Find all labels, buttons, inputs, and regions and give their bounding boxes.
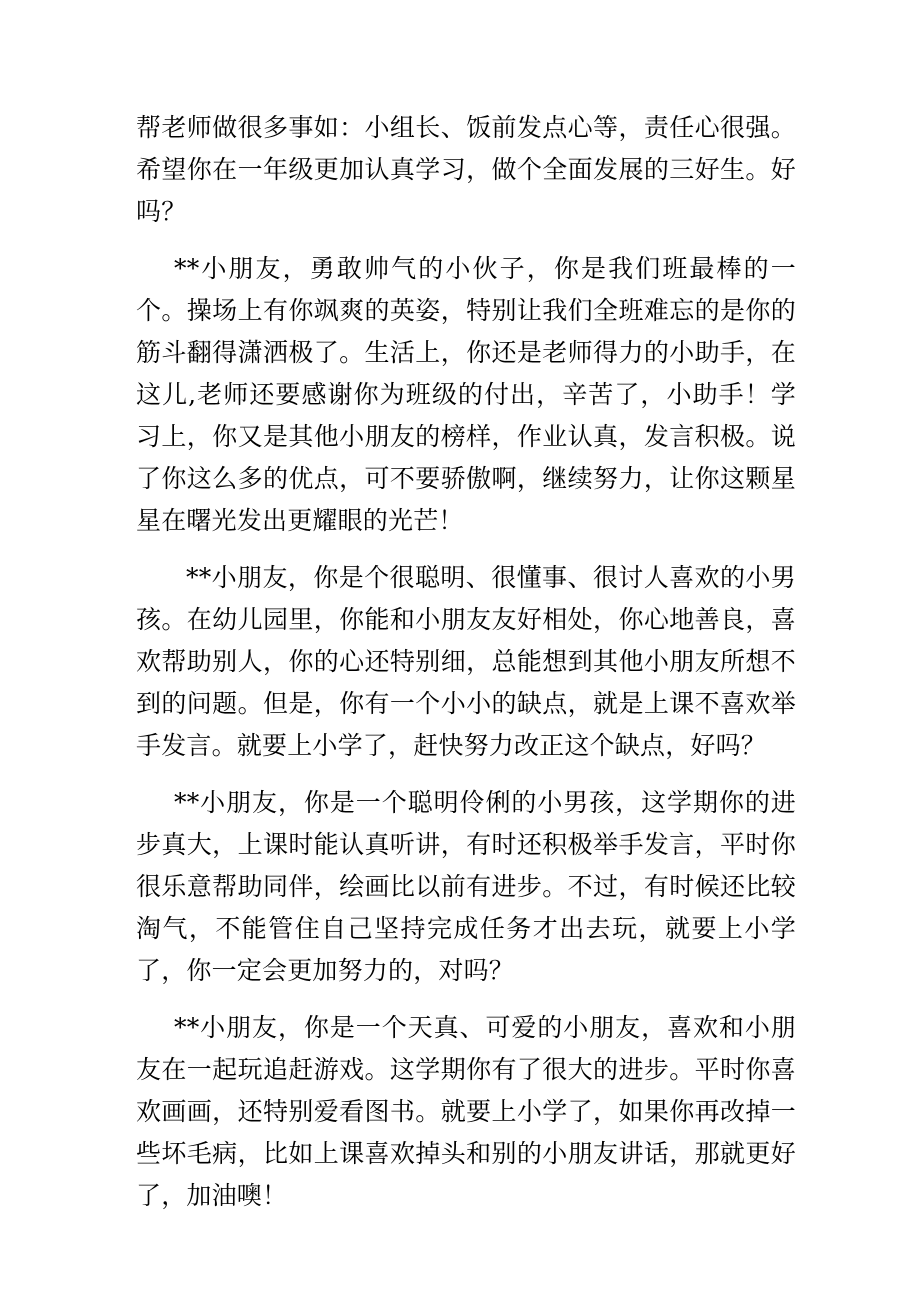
paragraph-4: **小朋友，你是一个聪明伶俐的小男孩，这学期你的进步真大，上课时能认真听讲，有时还积极举手发言，平时你很乐意帮助同伴，绘画比以前有进步。不过，有时候还比较淘气，不能管住自己坚持完成任务才出去玩，就要上小学了，你一定会更加努力的，对吗？ — [136, 788, 796, 985]
paragraph-2: **小朋友，勇敢帅气的小伙子，你是我们班最棒的一个。操场上有你飒爽的英姿，特别让我们全班难忘的是你的筋斗翻得潇洒极了。生活上，你还是老师得力的小助手，在这儿,老师还要感谢你为班级的付出，辛苦了，小助手！学习上，你又是其他小朋友的榜样，作业认真，发言积极。说了你这么多的优点，可不要骄傲啊，继续努力，让你这颗星星在曙光发出更耀眼的光芒！ — [136, 254, 796, 535]
document-body — [136, 107, 796, 1232]
paragraph-5: **小朋友，你是一个天真、可爱的小朋友，喜欢和小朋友在一起玩追赶游戏。这学期你有了很大的进步。平时你喜欢画画，还特别爱看图书。就要上小学了，如果你再改掉一些坏毛病，比如上课喜欢掉头和别的小朋友讲话，那就更好了，加油噢！ — [136, 1013, 796, 1210]
paragraph-1: 帮老师做很多事如：小组长、饭前发点心等，责任心很强。希望你在一年级更加认真学习，做个全面发展的三好生。好吗？ — [136, 113, 796, 226]
paragraph-3: **小朋友，你是个很聪明、很懂事、很讨人喜欢的小男孩。在幼儿园里，你能和小朋友友好相处，你心地善良，喜欢帮助别人，你的心还特别细，总能想到其他小朋友所想不到的问题。但是，你有一个小小的缺点，就是上课不喜欢举手发言。就要上小学了，赶快努力改正这个缺点，好吗？ — [136, 563, 796, 760]
